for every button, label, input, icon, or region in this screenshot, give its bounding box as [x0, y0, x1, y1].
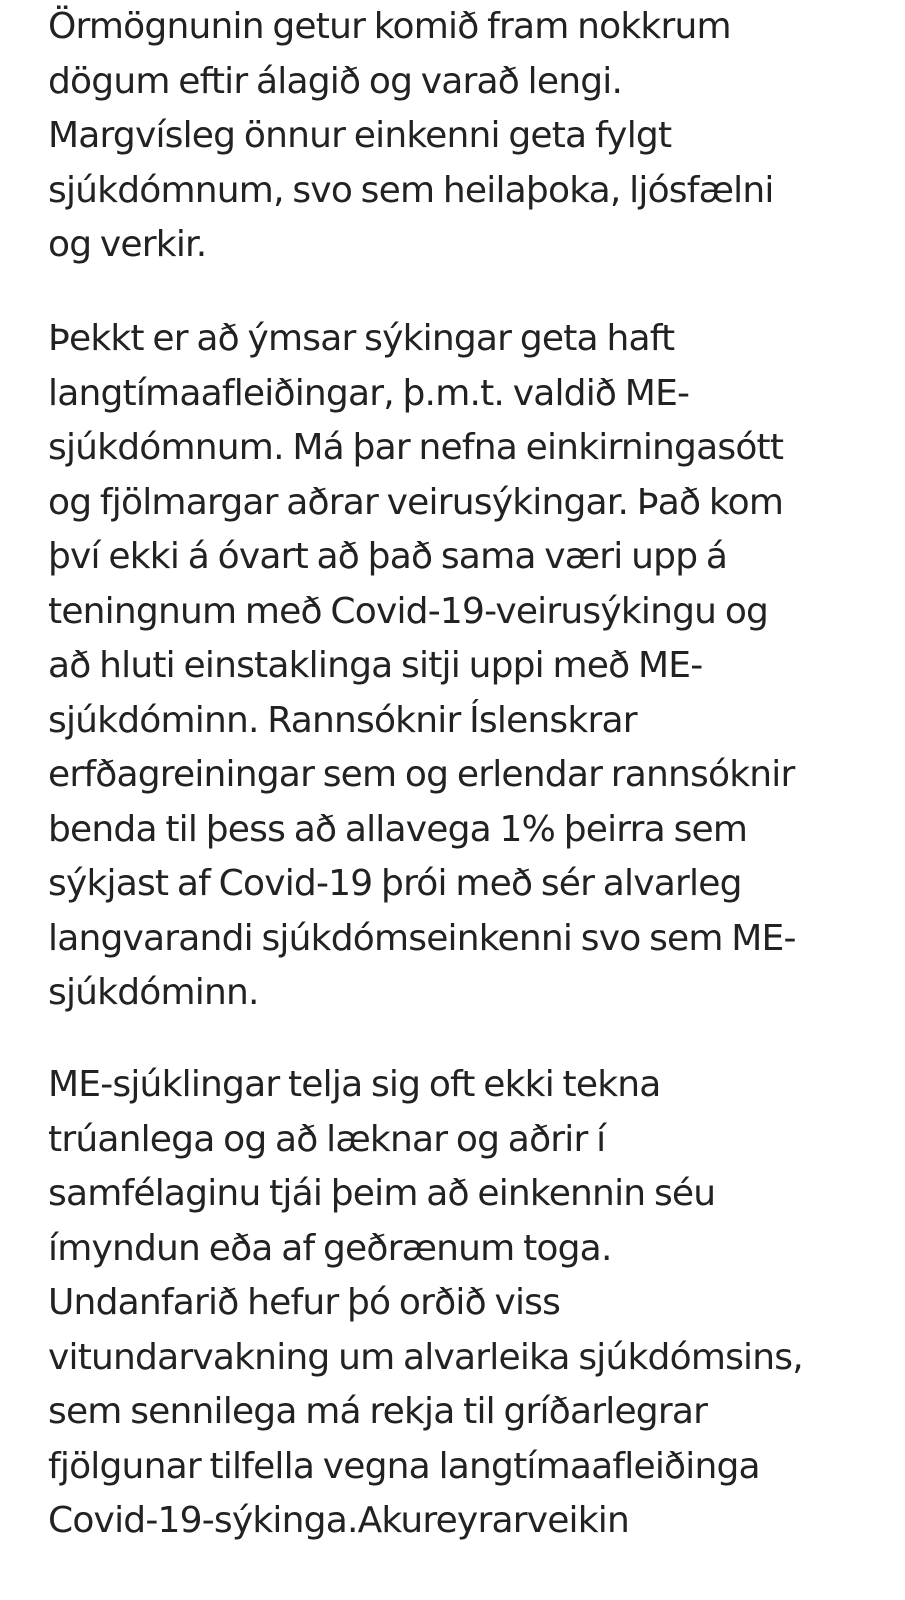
text-line: dögum eftir álagið og varað lengi.	[48, 60, 623, 102]
text-line: sjúkdóminn. Rannsóknir Íslenskrar	[48, 699, 637, 741]
text-line: Undanfarið hefur þó orðið viss	[48, 1282, 561, 1323]
text-line: því ekki á óvart að það sama væri upp á	[48, 536, 728, 577]
text-line: trúanlega og að læknar og aðrir í	[48, 1118, 606, 1160]
text-line: ímyndun eða af geðrænum toga.	[48, 1227, 612, 1269]
text-line: teningnum með Covid-19-veirusýkingu og	[48, 590, 769, 632]
text-line: sem sennilega má rekja til gríðarlegrar	[48, 1391, 708, 1432]
text-line: Margvísleg önnur einkenni geta fylgt	[48, 115, 672, 156]
paragraph-2	[48, 312, 796, 1021]
text-line: sýkjast af Covid-19 þrói með sér alvarleg	[48, 863, 742, 904]
text-line: samfélaginu tjái þeim að einkennin séu	[48, 1173, 716, 1214]
text-line: langvarandi sjúkdómseinkenni svo sem ME-	[48, 917, 796, 959]
text-line: og verkir.	[48, 224, 207, 265]
text-line: Örmögnunin getur komið fram nokkrum	[48, 6, 731, 47]
text-line: sjúkdóminn.	[48, 972, 259, 1013]
text-line: að hluti einstaklinga sitji uppi með ME-	[48, 645, 703, 686]
paragraph-1	[48, 0, 774, 273]
text-line: sjúkdómnum. Má þar nefna einkirningasótt	[48, 427, 784, 468]
paragraph-3	[48, 1058, 803, 1549]
text-line: fjölgunar tilfella vegna langtímaafleiðinga	[48, 1445, 760, 1487]
text-line: ME-sjúklingar telja sig oft ekki tekna	[48, 1064, 661, 1105]
text-line: benda til þess að allavega 1% þeirra sem	[48, 808, 748, 850]
text-line: Covid-19-sýkinga.Akureyrarveikin	[48, 1500, 630, 1541]
text-line: langtímaafleiðingar, þ.m.t. valdið ME-	[48, 372, 690, 414]
text-line: Þekkt er að ýmsar sýkingar geta haft	[48, 318, 675, 359]
text-line: erfðagreiningar sem og erlendar rannsóknir	[48, 754, 795, 795]
text-line: og fjölmargar aðrar veirusýkingar. Það kom	[48, 481, 784, 523]
text-line: vitundarvakning um alvarleika sjúkdómsins,	[48, 1336, 803, 1378]
text-line: sjúkdómnum, svo sem heilaþoka, ljósfælni	[48, 169, 774, 211]
